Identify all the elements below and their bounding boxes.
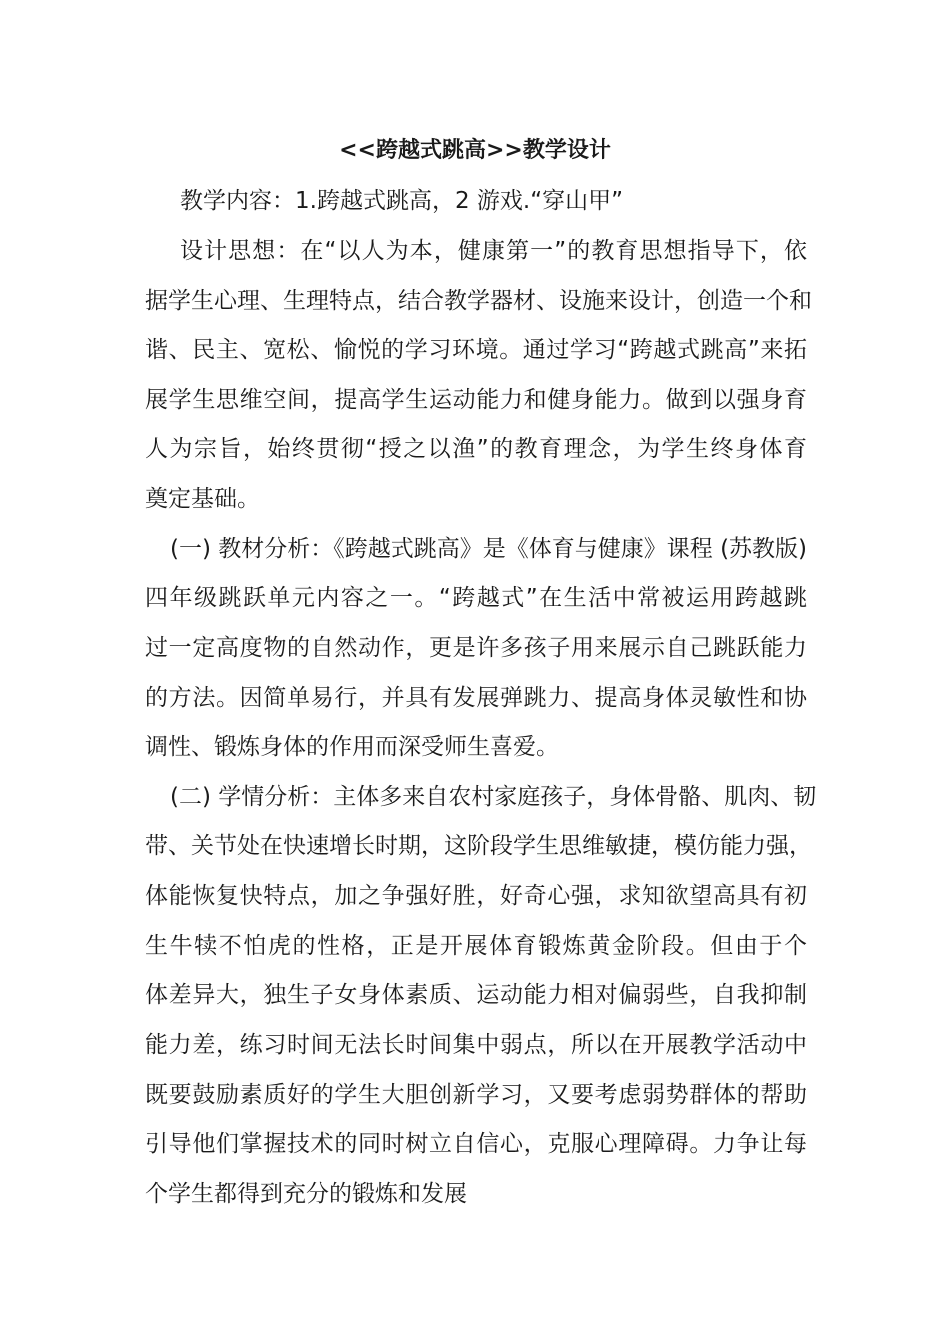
- material-analysis-line: 四年级跳跃单元内容之一。“跨越式”在生活中常被运用跨越跳: [145, 585, 807, 611]
- design-thought-line: 展学生思维空间，提高学生运动能力和健身能力。做到以强身育: [145, 387, 807, 413]
- student-analysis-line: 既要鼓励素质好的学生大胆创新学习，又要考虑弱势群体的帮助: [145, 1082, 807, 1108]
- material-analysis-line: (一) 教材分析：《跨越式跳高》是《体育与健康》课程 (苏教版): [170, 536, 808, 562]
- design-thought-line: 奠定基础。: [145, 486, 260, 512]
- design-thought-line: 谐、民主、宽松、愉悦的学习环境。通过学习“跨越式跳高”来拓: [145, 337, 807, 363]
- student-analysis-line: 引导他们掌握技术的同时树立自信心，克服心理障碍。力争让每: [145, 1131, 807, 1157]
- student-analysis-line: 体能恢复快特点，加之争强好胜，好奇心强，求知欲望高具有初: [145, 883, 807, 909]
- material-analysis-line: 调性、锻炼身体的作用而深受师生喜爱。: [145, 734, 559, 760]
- design-thought-line: 设计思想：在“以人为本，健康第一”的教育思想指导下，依: [180, 238, 807, 264]
- student-analysis-line: 个学生都得到充分的锻炼和发展: [145, 1181, 467, 1207]
- design-thought-line: 人为宗旨，始终贯彻“授之以渔”的教育理念，为学生终身体育: [145, 436, 807, 462]
- student-analysis-line: 带、关节处在快速增长时期，这阶段学生思维敏捷，模仿能力强，: [145, 833, 812, 859]
- material-analysis-line: 的方法。因简单易行，并具有发展弹跳力、提高身体灵敏性和协: [145, 685, 807, 711]
- student-analysis-line: 生牛犊不怕虎的性格，正是开展体育锻炼黄金阶段。但由于个: [145, 933, 807, 959]
- document-title: <<跨越式跳高>>教学设计: [339, 138, 611, 163]
- design-thought-line: 据学生心理、生理特点，结合教学器材、设施来设计，创造一个和: [145, 288, 812, 314]
- teaching-content-line: 教学内容：1.跨越式跳高，2 游戏.“穿山甲”: [180, 188, 624, 214]
- material-analysis-line: 过一定高度物的自然动作，更是许多孩子用来展示自己跳跃能力: [145, 635, 807, 661]
- student-analysis-line: 能力差，练习时间无法长时间集中弱点，所以在开展教学活动中: [145, 1032, 807, 1058]
- student-analysis-line: 体差异大，独生子女身体素质、运动能力相对偏弱些，自我抑制: [145, 982, 807, 1008]
- student-analysis-line: (二) 学情分析：主体多来自农村家庭孩子，身体骨骼、肌肉、韧: [170, 784, 817, 810]
